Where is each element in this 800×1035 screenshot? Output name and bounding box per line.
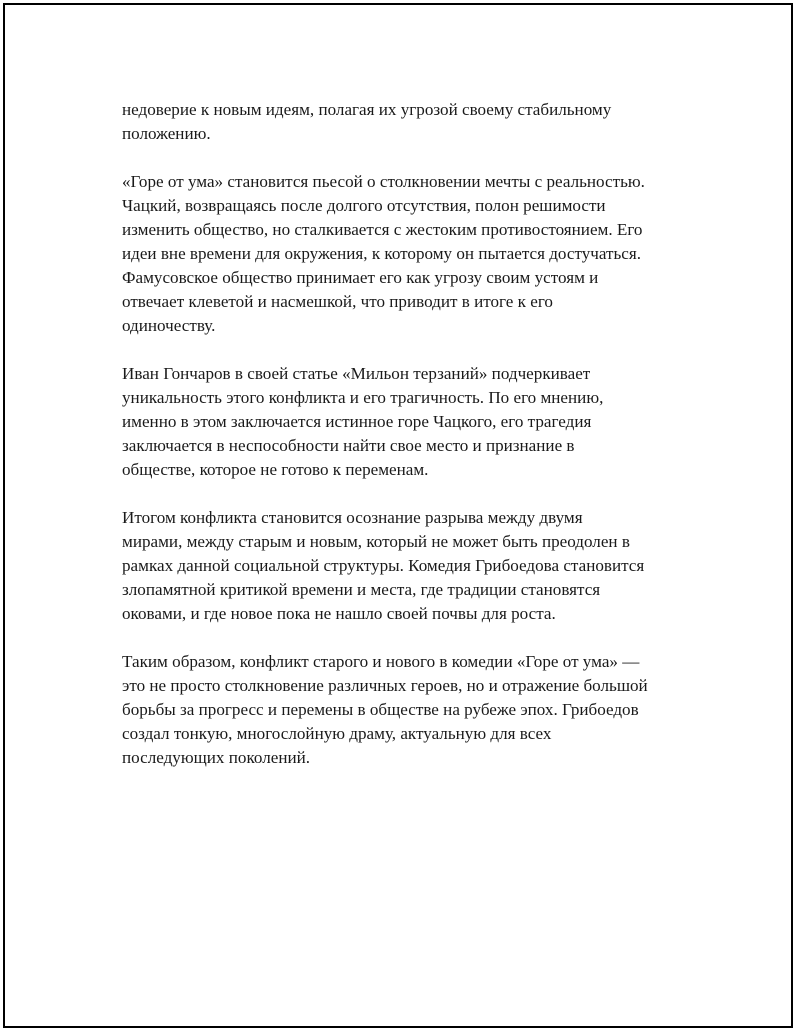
paragraph-4: Итогом конфликта становится осознание разрыва между двумя мирами, между старым и новым, который не может быть преодолен в рамках данной социальной структуры. Комедия Грибоедова становится злопамятной критикой времени и места, где традиции становятся оковами, и где новое пока не нашло своей почвы для роста.: [122, 508, 645, 623]
page-content: [122, 98, 700, 794]
paragraph-1: недоверие к новым идеям, полагая их угрозой своему стабильному положению.: [122, 100, 612, 143]
paragraph-2: «Горе от ума» становится пьесой о столкновении мечты с реальностью. Чацкий, возвращаясь после долгого отсутствия, полон решимости изменить общество, но сталкивается с жестоким противостоянием. Его идеи вне времени для окружения, к которому он пытается достучаться. Фамусовское общество принимает его как угрозу своим устоям и отвечает клеветой и насмешкой, что приводит в итоге к его одиночеству.: [122, 172, 645, 335]
paragraph-3: Иван Гончаров в своей статье «Мильон терзаний» подчеркивает уникальность этого конфликта и его трагичность. По его мнению, именно в этом заключается истинное горе Чацкого, его трагедия заключается в неспособности найти свое место и признание в обществе, которое не готово к переменам.: [122, 364, 604, 479]
page-frame: [3, 3, 793, 1028]
paragraph-5: Таким образом, конфликт старого и нового в комедии «Горе от ума» — это не просто столкновение различных героев, но и отражение большой борьбы за прогресс и перемены в обществе на рубеже эпох. Грибоедов создал тонкую, многослойную драму, актуальную для всех последующих поколений.: [122, 652, 648, 767]
